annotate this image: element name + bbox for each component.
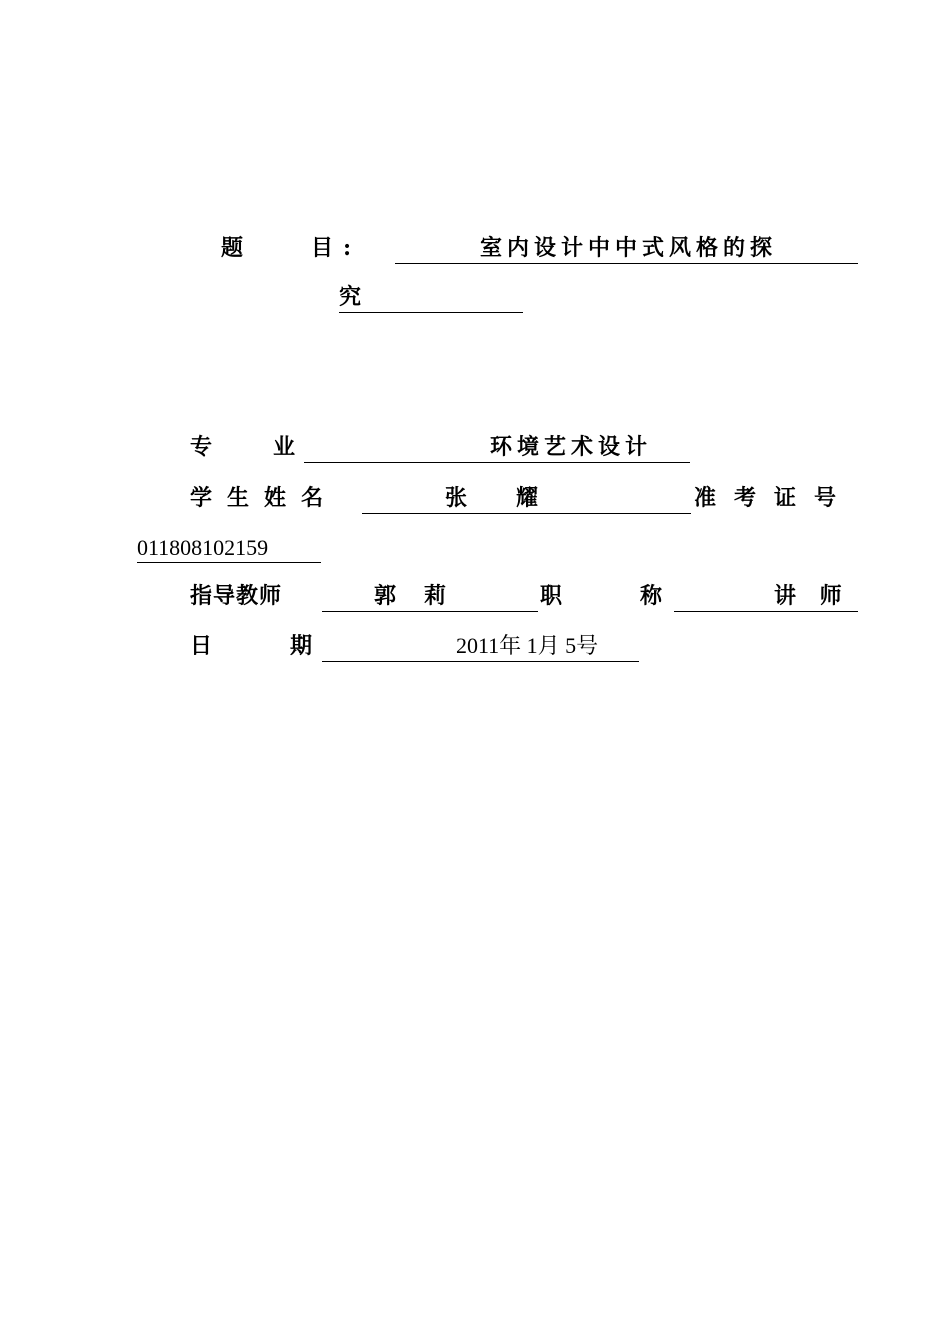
student-underline bbox=[362, 483, 691, 514]
student-value-name: 耀 bbox=[516, 485, 539, 511]
student-label: 学生姓名 bbox=[190, 485, 339, 511]
job-title-label-cheng: 称 bbox=[640, 583, 663, 609]
date-label-ri: 日 bbox=[190, 633, 213, 659]
teacher-underline bbox=[322, 581, 538, 612]
date-label-qi: 期 bbox=[290, 633, 313, 659]
date-underline bbox=[322, 631, 639, 662]
teacher-value-b: 莉 bbox=[424, 583, 447, 609]
job-title-label-zhi: 职 bbox=[540, 583, 563, 609]
teacher-value-a: 郭 bbox=[374, 583, 397, 609]
title-value-line2: 究 bbox=[339, 284, 362, 310]
teacher-label: 指导教师 bbox=[190, 583, 283, 609]
job-title-underline bbox=[674, 581, 858, 612]
date-value: 2011年 1月 5号 bbox=[456, 633, 599, 658]
title-label-ti: 题 bbox=[221, 235, 244, 261]
major-label-zhuan: 专 bbox=[190, 434, 213, 460]
major-label-ye: 业 bbox=[273, 434, 296, 460]
title-colon: : bbox=[343, 235, 352, 261]
title-value-line1: 室内设计中中式风格的探 bbox=[480, 235, 778, 261]
title-label-mu: 目 bbox=[311, 235, 334, 261]
title-underline bbox=[395, 233, 858, 264]
major-underline bbox=[304, 432, 690, 463]
exam-number-value: 011808102159 bbox=[137, 535, 269, 560]
student-value-given: 张 bbox=[445, 485, 468, 511]
exam-number-label: 准考证号 bbox=[694, 485, 855, 511]
major-value: 环境艺术设计 bbox=[490, 434, 653, 460]
job-title-value: 讲 师 bbox=[774, 583, 842, 609]
exam-number-underline bbox=[137, 534, 321, 563]
title-underline-2 bbox=[339, 282, 523, 313]
